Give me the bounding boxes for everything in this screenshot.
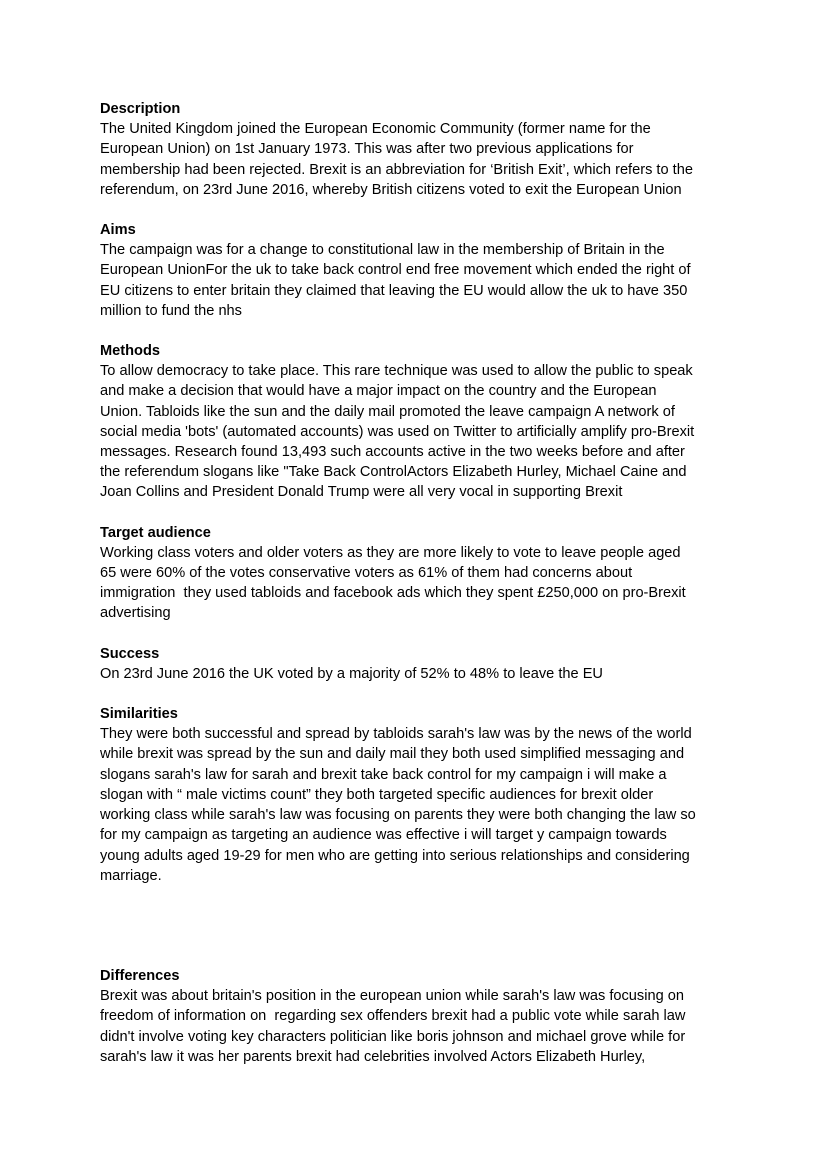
text-line: social media 'bots' (automated accounts) was used on Twitter to artificially amplify pro-Brexit bbox=[100, 423, 695, 440]
section-body bbox=[100, 240, 740, 321]
text-line: referendum, on 23rd June 2016, whereby British citizens voted to exit the European Union bbox=[100, 181, 682, 198]
section-body bbox=[100, 543, 740, 624]
section-heading: Methods bbox=[100, 343, 160, 360]
text-line: The campaign was for a change to constitutional law in the membership of Britain in the bbox=[100, 242, 665, 259]
text-line: EU citizens to enter britain they claimed that leaving the EU would allow the uk to have 350 bbox=[100, 282, 688, 299]
section-differences bbox=[100, 966, 740, 1067]
text-line: Union. Tabloids like the sun and the daily mail promoted the leave campaign A network of bbox=[100, 403, 675, 420]
document-page bbox=[100, 99, 740, 1087]
text-line: European Union) on 1st January 1973. This was after two previous applications for bbox=[100, 141, 634, 158]
section-success bbox=[100, 644, 740, 684]
section-target-audience bbox=[100, 523, 740, 624]
section-heading: Aims bbox=[100, 222, 136, 239]
section-body bbox=[100, 119, 740, 200]
section-body bbox=[100, 986, 740, 1067]
text-line: membership had been rejected. Brexit is an abbreviation for ‘British Exit’, which refers to the bbox=[100, 161, 693, 178]
section-body bbox=[100, 724, 740, 886]
text-line: Brexit was about britain's position in the european union while sarah's law was focusing on bbox=[100, 988, 684, 1005]
section-similarities bbox=[100, 704, 740, 886]
section-description bbox=[100, 99, 740, 200]
blank-space bbox=[100, 906, 740, 966]
text-line: didn't involve voting key characters politician like boris johnson and michael grove while for bbox=[100, 1028, 686, 1045]
section-heading: Success bbox=[100, 645, 160, 662]
text-line: million to fund the nhs bbox=[100, 302, 242, 319]
section-body bbox=[100, 361, 740, 502]
text-line: They were both successful and spread by tabloids sarah's law was by the news of the world bbox=[100, 726, 692, 743]
section-methods bbox=[100, 341, 740, 503]
text-line: Working class voters and older voters as they are more likely to vote to leave people aged bbox=[100, 544, 681, 561]
text-line: slogans sarah's law for sarah and brexit take back control for my campaign i will make a bbox=[100, 766, 667, 783]
text-line: Joan Collins and President Donald Trump were all very vocal in supporting Brexit bbox=[100, 484, 623, 501]
text-line: for my campaign as targeting an audience was effective i will target y campaign towards bbox=[100, 827, 667, 844]
text-line: slogan with “ male victims count” they both targeted specific audiences for brexit older bbox=[100, 786, 654, 803]
text-line: On 23rd June 2016 the UK voted by a majority of 52% to 48% to leave the EU bbox=[100, 665, 603, 682]
text-line: while brexit was spread by the sun and daily mail they both used simplified messaging and bbox=[100, 746, 685, 763]
text-line: and make a decision that would have a major impact on the country and the European bbox=[100, 383, 657, 400]
section-heading: Similarities bbox=[100, 706, 178, 723]
text-line: working class while sarah's law was focusing on parents they were both changing the law so bbox=[100, 807, 696, 824]
section-heading: Description bbox=[100, 101, 181, 117]
text-line: 65 were 60% of the votes conservative voters as 61% of them had concerns about bbox=[100, 565, 633, 582]
text-line: The United Kingdom joined the European Economic Community (former name for the bbox=[100, 121, 651, 138]
section-heading: Differences bbox=[100, 967, 180, 984]
text-line: messages. Research found 13,493 such accounts active in the two weeks before and after bbox=[100, 444, 685, 461]
section-aims bbox=[100, 220, 740, 321]
text-line: freedom of information on regarding sex offenders brexit had a public vote while sarah law bbox=[100, 1008, 686, 1025]
text-line: immigration they used tabloids and facebook ads which they spent £250,000 on pro-Brexit bbox=[100, 585, 686, 602]
section-heading: Target audience bbox=[100, 524, 211, 541]
text-line: young adults aged 19-29 for men who are getting into serious relationships and considering bbox=[100, 847, 690, 864]
section-body bbox=[100, 664, 740, 684]
text-line: sarah's law it was her parents brexit had celebrities involved Actors Elizabeth Hurley, bbox=[100, 1048, 646, 1065]
text-line: To allow democracy to take place. This rare technique was used to allow the public to speak bbox=[100, 363, 693, 380]
text-line: advertising bbox=[100, 605, 171, 622]
text-line: the referendum slogans like "Take Back ControlActors Elizabeth Hurley, Michael Caine and bbox=[100, 464, 687, 481]
text-line: marriage. bbox=[100, 867, 162, 884]
text-line: European UnionFor the uk to take back control end free movement which ended the right of bbox=[100, 262, 691, 279]
